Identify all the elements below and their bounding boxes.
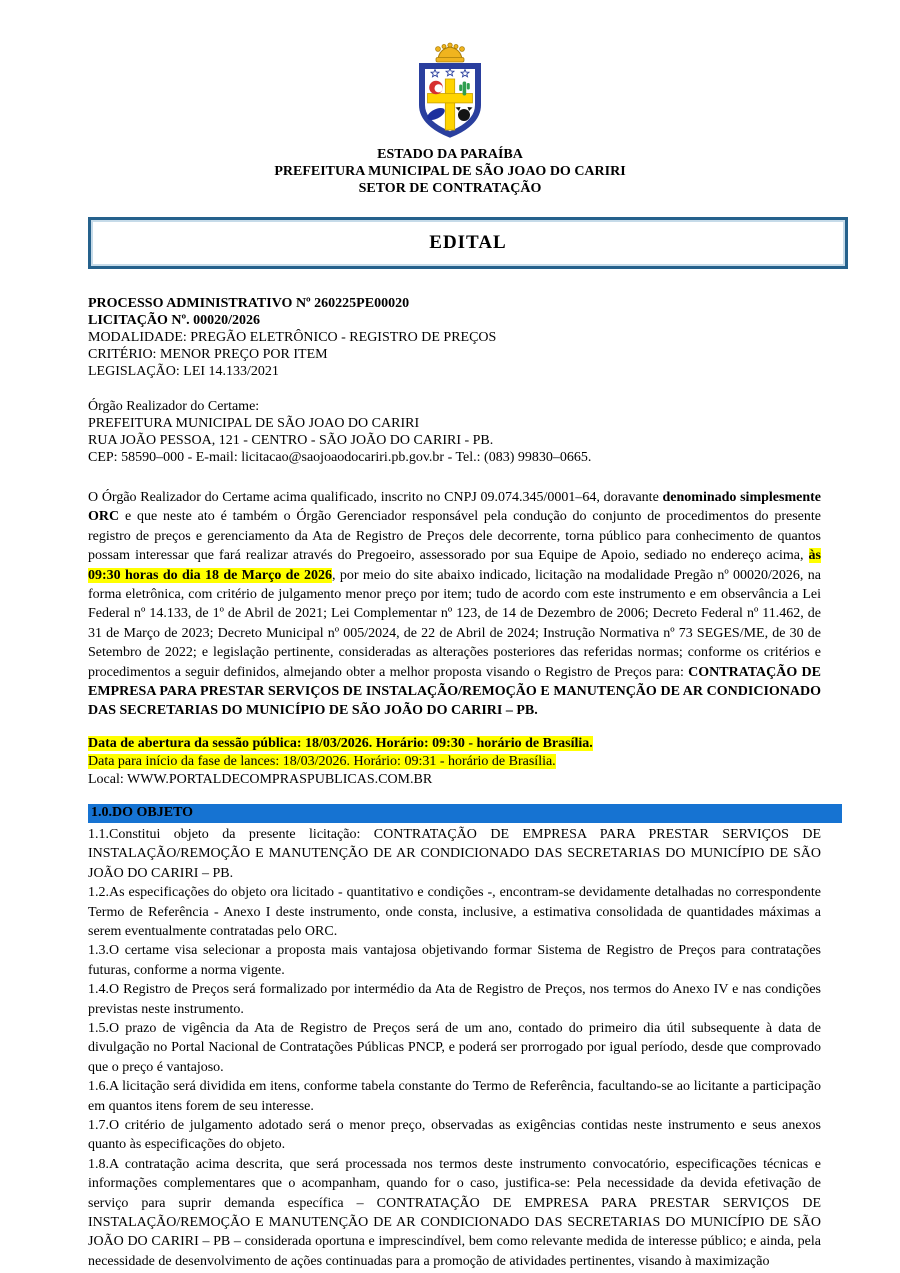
coat-of-arms-icon xyxy=(408,42,492,142)
object-item-1-7: 1.7.O critério de julgamento adotado será o menor preço, observadas as exigências contidas neste instrumento e seus anexos quanto às especificações do objeto. xyxy=(88,1117,821,1153)
object-item-1-4: 1.4.O Registro de Preços será formalizado por intermédio da Ata de Registro de Preços, nos termos do Anexo IV e nas condições previstas neste instrumento. xyxy=(88,982,821,1017)
object-section-items xyxy=(88,825,821,1271)
intro-paragraph xyxy=(88,488,821,721)
legislation: LEGISLAÇÃO: LEI 14.133/2021 xyxy=(88,364,279,379)
header-state: ESTADO DA PARAÍBA xyxy=(377,147,523,162)
document-title: EDITAL xyxy=(429,232,507,253)
object-item-1-2: 1.2.As especificações do objeto ora licitado - quantitativo e condições -, encontram-se devidamente detalhadas no correspondente Termo de Referência - Anexo I deste instrumento, onde consta, inclusive, a estimativa consolidada de quantidades máximas a serem eventualmente contratadas pelo ORC. xyxy=(88,885,821,939)
organizer-name: PREFEITURA MUNICIPAL DE SÃO JOAO DO CARIRI xyxy=(88,416,420,431)
object-description-bold: CONTRATAÇÃO DE EMPRESA PARA PRESTAR SERVIÇOS DE INSTALAÇÃO/REMOÇÃO E MANUTENÇÃO DE AR CONDICIONADO DAS SECRETARIAS DO MUNICÍPIO DE SÃO JOÃO DO CARIRI – PB. xyxy=(88,664,821,719)
document-title-box xyxy=(88,217,848,269)
process-info-block xyxy=(88,295,821,380)
organizer-contact: CEP: 58590–000 - E-mail: licitacao@saojoaodocariri.pb.gov.br - Tel.: (083) 99830–0665. xyxy=(88,450,592,465)
document-body xyxy=(88,295,821,1271)
criterion: CRITÉRIO: MENOR PREÇO POR ITEM xyxy=(88,347,328,362)
object-item-1-1: 1.1.Constitui objeto da presente licitação: CONTRATAÇÃO DE EMPRESA PARA PRESTAR SERVIÇOS DE INSTALAÇÃO/REMOÇÃO E MANUTENÇÃO DE AR CONDICIONADO DAS SECRETARIAS DO MUNICÍPIO DE SÃO JOÃO DO CARIRI – PB. xyxy=(88,826,821,881)
organizer-block xyxy=(88,398,821,466)
object-item-1-3: 1.3.O certame visa selecionar a proposta mais vantajosa objetivando formar Sistema de Registro de Preços para contratações futuras, conforme a norma vigente. xyxy=(88,943,821,978)
intro-segment: , por meio do site abaixo indicado, licitação na modalidade Pregão nº 00020/2026, na forma eletrônica, com critério de julgamento menor preço por item; tudo de acordo com este instrumento e em observância a Lei Federal nº 14.133, de 1º de Abril de 2021; Lei Complementar nº 123, de 14 de Dezembro de 2006; Decreto Federal nº 11.462, de 31 de Março de 2023; Decreto Municipal nº 005/2024, de 22 de Abril de 2024; Instrução Normativa nº 73 SEGES/ME, de 30 de Setembro de 2022; e legislação pertinente, consideradas as alterações posteriores das referidas normas; conforme os critérios e procedimentos a seguir definidos, almejando obter a melhor proposta visando o Registro de Preços para: xyxy=(88,567,821,680)
orc-designation-bold: denominado simplesmente ORC xyxy=(88,490,821,525)
intro-segment: e que neste ato é também o Órgão Gerenciador responsável pela condução do conjunto de procedimentos do presente registro de preços e gerenciamento da Ata de Registro de Preços dele decorrente, torna público para conhecimento de quantos possam interessar que fará realizar através do Pregoeiro, assessorado por sua Equipe de Apoio, sediado no endereço acima, xyxy=(88,509,821,564)
process-number: PROCESSO ADMINISTRATIVO Nº 260225PE00020 xyxy=(88,296,410,311)
object-item-1-5: 1.5.O prazo de vigência da Ata de Registro de Preços será de um ano, contado do primeiro dia útil subsequente à data de divulgação no Portal Nacional de Contratações Públicas PNCP, e poderá ser prorrogado por igual período, desde que comprovado que o preço é vantajoso. xyxy=(88,1020,821,1075)
session-opening-date: Data de abertura da sessão pública: 18/03/2026. Horário: 09:30 - horário de Brasília. xyxy=(88,735,593,751)
document-header xyxy=(0,0,900,197)
session-dates-block xyxy=(88,735,821,789)
object-item-1-8: 1.8.A contratação acima descrita, que será processada nos termos deste instrumento convocatório, especificações técnicas e informações complementares que o acompanham, quando for o caso, justifica-se: Pela necessidade da devida efetivação de serviço para suprir demanda específica – CONTRATAÇÃO DE EMPRESA PARA PRESTAR SERVIÇOS DE INSTALAÇÃO/REMOÇÃO E MANUTENÇÃO DE AR CONDICIONADO DAS SECRETARIAS DO MUNICÍPIO DE SÃO JOÃO DO CARIRI – PB – considerada oportuna e imprescindível, bem como relevante medida de interesse público; e ainda, pela necessidade de desenvolvimento de ações continuadas para a promoção de atividades pertinentes, visando à maximização xyxy=(88,1156,821,1269)
header-municipality: PREFEITURA MUNICIPAL DE SÃO JOAO DO CARIRI xyxy=(274,164,626,179)
header-department: SETOR DE CONTRATAÇÃO xyxy=(358,181,542,196)
organizer-label: Órgão Realizador do Certame: xyxy=(88,399,260,414)
object-item-1-6: 1.6.A licitação será dividida em itens, conforme tabela constante do Termo de Referência, facultando-se ao licitante a participação em quantos itens forem de seu interesse. xyxy=(88,1079,821,1114)
session-location: Local: WWW.PORTALDECOMPRASPUBLICAS.COM.BR xyxy=(88,771,433,787)
session-datetime-highlight: às 09:30 horas do dia 18 de Março de 2026 xyxy=(88,548,821,583)
modality: MODALIDADE: PREGÃO ELETRÔNICO - REGISTRO DE PREÇOS xyxy=(88,330,497,345)
section-heading-do-objeto: 1.0.DO OBJETO xyxy=(88,804,842,823)
bids-start-date: Data para início da fase de lances: 18/03/2026. Horário: 09:31 - horário de Brasília. xyxy=(88,753,556,769)
intro-segment: O Órgão Realizador do Certame acima qualificado, inscrito no CNPJ 09.074.345/0001–64, doravante xyxy=(88,490,663,505)
organizer-address: RUA JOÃO PESSOA, 121 - CENTRO - SÃO JOÃO DO CARIRI - PB. xyxy=(88,433,494,448)
bidding-number: LICITAÇÃO Nº. 00020/2026 xyxy=(88,313,260,328)
